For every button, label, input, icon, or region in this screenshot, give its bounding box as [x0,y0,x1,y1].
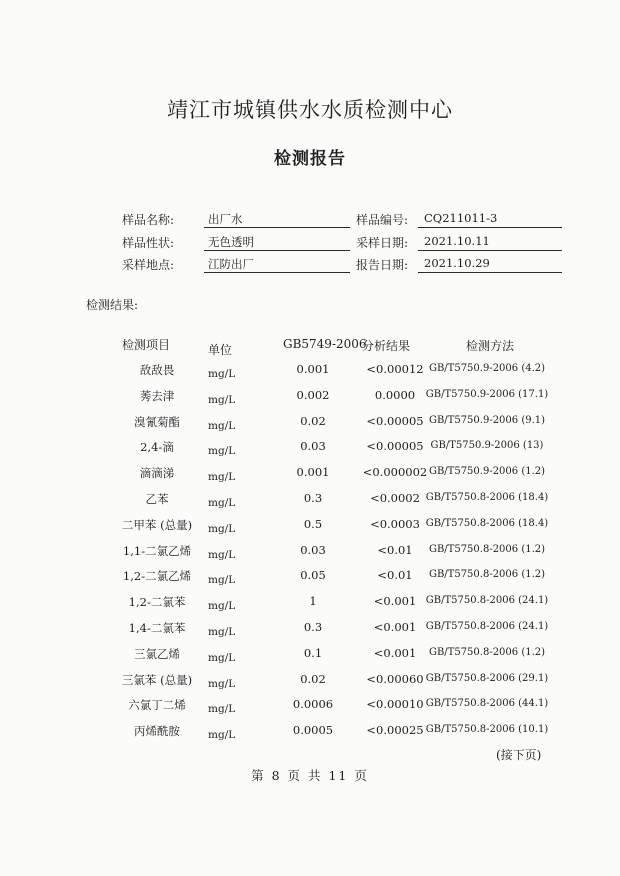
row-standard: 0.5 [303,517,323,531]
row-standard: 0.001 [296,362,330,376]
row-standard: 0.03 [300,439,326,453]
row-method: GB/T5750.8-2006 (1.2) [428,569,546,580]
row-item-name: 丙烯酰胺 [134,724,180,738]
row-standard: 0.02 [300,672,326,686]
header-item: 检测项目 [122,338,171,352]
page-footer: 第 8 页 共 11 页 [251,768,369,783]
row-standard: 0.0006 [292,697,334,711]
row-standard: 0.0005 [292,723,334,737]
row-method: GB/T5750.8-2006 (18.4) [425,518,549,529]
row-item-name: 滴滴涕 [139,466,175,480]
row-unit: mg/L [208,574,236,586]
row-method: GB/T5750.8-2006 (1.2) [428,544,546,555]
row-result: <0.00010 [366,697,424,711]
row-result: <0.001 [373,620,417,634]
row-item-name: 敌敌畏 [139,363,175,377]
row-result: <0.00025 [366,723,424,737]
row-result: <0.0002 [370,491,420,505]
row-method: GB/T5750.8-2006 (24.1) [425,621,549,632]
row-item-name: 三氯乙烯 [134,647,180,661]
header-standard: GB5749-2006 [283,337,367,351]
sample-name-label: 样品名称: [122,213,175,227]
org-title: 靖江市城镇供水水质检测中心 [167,98,453,122]
row-method: GB/T5750.8-2006 (18.4) [425,492,549,503]
row-unit: mg/L [208,678,236,690]
row-standard: 0.002 [296,388,330,402]
row-method: GB/T5750.9-2006 (4.2) [428,363,546,374]
row-method: GB/T5750.8-2006 (44.1) [425,698,549,709]
row-standard: 0.1 [303,646,323,660]
sample-no-label: 样品编号: [356,213,409,227]
row-unit: mg/L [208,626,236,638]
row-method: GB/T5750.9-2006 (17.1) [425,389,549,400]
row-result: <0.00005 [366,414,424,428]
row-unit: mg/L [208,703,236,715]
row-standard: 0.02 [300,414,326,428]
continued-note: (接下页) [496,748,542,762]
header-unit: 单位 [208,343,233,357]
row-item-name: 1,2-二氯苯 [128,595,186,609]
sampling-date-underline [418,250,562,251]
row-item-name: 1,4-二氯苯 [128,621,186,635]
row-item-name: 三氯苯 (总量) [121,673,193,687]
report-title: 检测报告 [274,149,346,169]
row-unit: mg/L [208,523,236,535]
row-standard: 0.03 [300,543,326,557]
row-method: GB/T5750.8-2006 (1.2) [428,647,546,658]
row-item-name: 2,4-滴 [140,440,174,454]
row-unit: mg/L [208,420,236,432]
row-method: GB/T5750.8-2006 (29.1) [425,673,549,684]
row-method: GB/T5750.9-2006 (1.2) [428,466,546,477]
sample-name-value: 出厂水 [208,212,243,226]
row-method: GB/T5750.8-2006 (10.1) [425,724,549,735]
row-item-name: 莠去津 [139,389,175,403]
row-method: GB/T5750.9-2006 (9.1) [428,415,546,426]
row-result: <0.00005 [366,439,424,453]
sample-no-underline [418,227,562,228]
header-method: 检测方法 [466,339,515,353]
row-result: <0.001 [373,594,417,608]
row-unit: mg/L [208,652,236,664]
row-item-name: 溴氰菊酯 [134,415,180,429]
row-result: <0.00060 [366,672,424,686]
row-result: <0.01 [377,543,413,557]
row-unit: mg/L [208,729,236,741]
sample-no-value: CQ211011-3 [424,211,498,225]
header-result: 分析结果 [362,339,411,353]
row-standard: 0.3 [303,620,323,634]
row-unit: mg/L [208,368,236,380]
report-date-label: 报告日期: [356,258,409,272]
row-unit: mg/L [208,497,236,509]
sample-prop-value: 无色透明 [208,235,254,249]
report-date-underline [418,272,562,273]
sample-name-underline [204,227,350,228]
row-unit: mg/L [208,549,236,561]
row-item-name: 六氯丁二烯 [128,698,186,712]
row-standard: 0.001 [296,465,330,479]
row-unit: mg/L [208,394,236,406]
row-item-name: 1,1-二氯乙烯 [122,544,192,558]
row-result: <0.0003 [370,517,420,531]
row-item-name: 1,2-二氯乙烯 [122,569,192,583]
row-standard: 1 [309,594,317,608]
row-result: <0.000002 [362,465,428,479]
row-unit: mg/L [208,445,236,457]
row-result: <0.01 [377,568,413,582]
row-result: <0.00012 [366,362,424,376]
row-item-name: 乙苯 [145,492,169,506]
sampling-site-underline [204,272,350,273]
sample-prop-underline [204,250,350,251]
sampling-date-value: 2021.10.11 [424,234,490,248]
row-unit: mg/L [208,600,236,612]
row-item-name: 二甲苯 (总量) [121,518,193,532]
sampling-date-label: 采样日期: [356,236,409,250]
row-result: 0.0000 [374,388,416,402]
row-standard: 0.05 [300,568,326,582]
sample-prop-label: 样品性状: [122,236,175,250]
report-date-value: 2021.10.29 [424,256,490,270]
row-method: GB/T5750.9-2006 (13) [430,440,544,451]
row-standard: 0.3 [303,491,323,505]
results-section-title: 检测结果: [86,298,139,312]
row-unit: mg/L [208,471,236,483]
row-method: GB/T5750.8-2006 (24.1) [425,595,549,606]
sampling-site-value: 江防出厂 [208,257,254,271]
row-result: <0.001 [373,646,417,660]
sampling-site-label: 采样地点: [122,258,175,272]
